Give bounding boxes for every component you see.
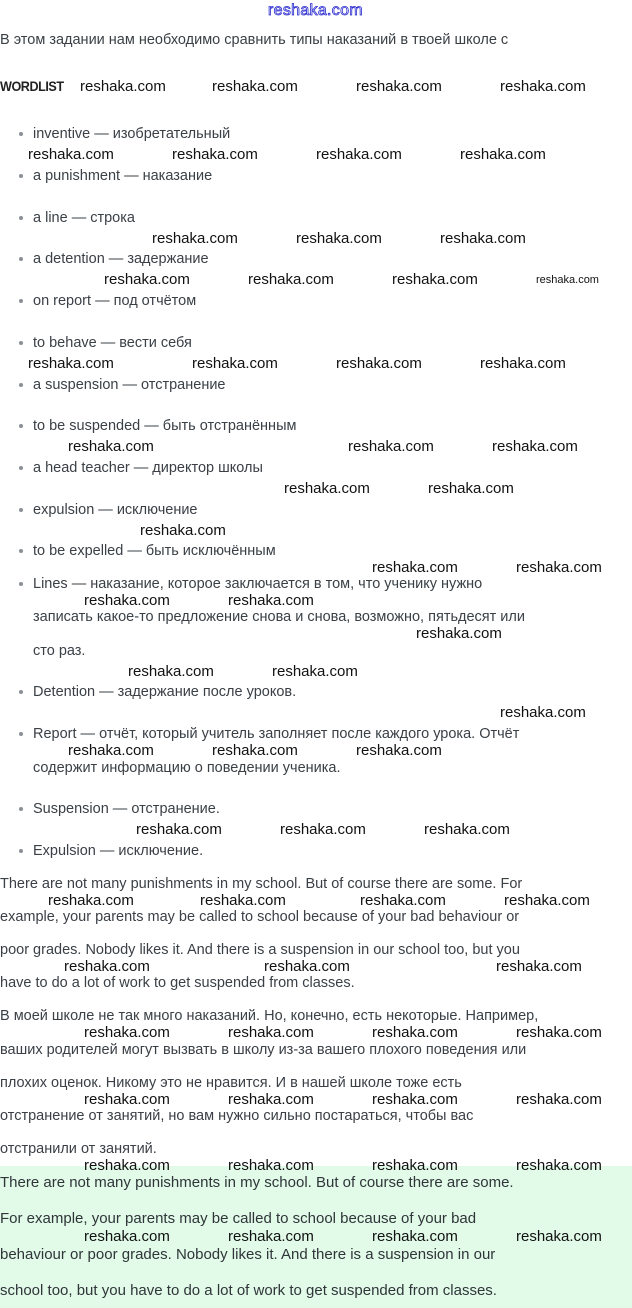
wordlist-item: a punishment — наказание xyxy=(33,168,213,184)
watermark: reshaka.com xyxy=(136,821,222,838)
definition-line: Expulsion — исключение. xyxy=(33,843,204,859)
watermark: reshaka.com xyxy=(152,229,238,247)
watermark: reshaka.com xyxy=(504,891,590,909)
definition-line: записать какое-то предложение снова и снова, возможно, пятьдесят или xyxy=(33,609,525,625)
watermark: reshaka.com xyxy=(84,1024,170,1041)
bullet-icon xyxy=(19,807,23,811)
definition-line: Detention — задержание после уроков. xyxy=(33,684,297,700)
watermark: reshaka.com xyxy=(536,274,599,286)
definition-line: Report — отчёт, который учитель заполняет после каждого урока. Отчёт xyxy=(33,726,520,742)
watermark: reshaka.com xyxy=(228,1090,314,1108)
paragraph-en-line: example, your parents may be called to school because of your bad behaviour or xyxy=(0,909,520,925)
watermark: reshaka.com xyxy=(228,1024,314,1041)
watermark: reshaka.com xyxy=(372,1228,458,1245)
watermark: reshaka.com xyxy=(280,821,366,838)
paragraph-ru-line: отстранили от занятий. xyxy=(0,1141,157,1157)
watermark: reshaka.com xyxy=(516,1024,602,1041)
watermark: reshaka.com xyxy=(480,355,566,372)
watermark: reshaka.com xyxy=(64,957,150,975)
definition-line: Lines — наказание, которое заключается в том, что ученику нужно xyxy=(33,576,483,592)
watermark: reshaka.com xyxy=(500,78,586,95)
watermark: reshaka.com xyxy=(228,1157,314,1174)
watermark: reshaka.com xyxy=(228,1228,314,1245)
paragraph-en-line: There are not many punishments in my school. But of course there are some. For xyxy=(0,876,523,892)
watermark: reshaka.com xyxy=(356,78,442,95)
watermark-logo: reshaka.com xyxy=(268,2,363,19)
watermark: reshaka.com xyxy=(212,742,298,759)
watermark: reshaka.com xyxy=(68,742,154,759)
bullet-icon xyxy=(19,508,23,512)
watermark: reshaka.com xyxy=(496,957,582,975)
bullet-icon xyxy=(19,732,23,736)
bullet-icon xyxy=(19,549,23,553)
watermark: reshaka.com xyxy=(140,521,226,539)
watermark: reshaka.com xyxy=(516,1228,602,1245)
paragraph-en-line: have to do a lot of work to get suspended from classes. xyxy=(0,975,355,991)
paragraph-ru-line: отстранение от занятий, но вам нужно сильно постараться, чтобы вас xyxy=(0,1108,474,1124)
watermark: reshaka.com xyxy=(356,742,442,759)
watermark: reshaka.com xyxy=(84,1090,170,1108)
watermark: reshaka.com xyxy=(424,821,510,838)
bullet-icon xyxy=(19,257,23,261)
watermark: reshaka.com xyxy=(28,355,114,372)
wordlist-heading: WORDLIST xyxy=(0,78,64,94)
bullet-icon xyxy=(19,424,23,428)
paragraph-ru-line: ваших родителей могут вызвать в школу из-за вашего плохого поведения или xyxy=(0,1042,527,1058)
bullet-icon xyxy=(19,174,23,178)
watermark: reshaka.com xyxy=(264,957,350,975)
watermark: reshaka.com xyxy=(296,229,382,247)
bullet-icon xyxy=(19,132,23,136)
watermark: reshaka.com xyxy=(316,146,402,163)
watermark: reshaka.com xyxy=(68,438,154,455)
watermark: reshaka.com xyxy=(192,355,278,372)
watermark: reshaka.com xyxy=(200,891,286,909)
watermark: reshaka.com xyxy=(28,146,114,163)
wordlist-item: a head teacher — директор школы xyxy=(33,460,263,476)
watermark: reshaka.com xyxy=(84,1228,170,1245)
answer-line: school too, but you have to do a lot of work to get suspended from classes. xyxy=(0,1282,497,1299)
watermark: reshaka.com xyxy=(372,558,458,576)
watermark: reshaka.com xyxy=(284,480,370,497)
watermark: reshaka.com xyxy=(248,271,334,288)
wordlist-item: a detention — задержание xyxy=(33,251,209,267)
answer-line: behaviour or poor grades. Nobody likes it. And there is a suspension in our xyxy=(0,1246,496,1263)
watermark: reshaka.com xyxy=(440,229,526,247)
watermark: reshaka.com xyxy=(84,1157,170,1174)
watermark: reshaka.com xyxy=(500,704,586,721)
watermark: reshaka.com xyxy=(516,1157,602,1174)
watermark: reshaka.com xyxy=(84,591,170,609)
watermark: reshaka.com xyxy=(272,662,358,680)
watermark: reshaka.com xyxy=(348,438,434,455)
wordlist-item: inventive — изобретательный xyxy=(33,126,231,142)
watermark: reshaka.com xyxy=(492,438,578,455)
watermark: reshaka.com xyxy=(372,1024,458,1041)
watermark: reshaka.com xyxy=(460,146,546,163)
watermark: reshaka.com xyxy=(48,891,134,909)
watermark: reshaka.com xyxy=(428,480,514,497)
wordlist-item: expulsion — исключение xyxy=(33,502,198,518)
wordlist-item: to be suspended — быть отстранённым xyxy=(33,418,297,434)
bullet-icon xyxy=(19,849,23,853)
watermark: reshaka.com xyxy=(172,146,258,163)
bullet-icon xyxy=(19,216,23,220)
wordlist-item: to be expelled — быть исключённым xyxy=(33,543,276,559)
watermark: reshaka.com xyxy=(516,1090,602,1108)
definition-line: сто раз. xyxy=(33,643,86,659)
bullet-icon xyxy=(19,341,23,345)
watermark: reshaka.com xyxy=(416,625,502,642)
bullet-icon xyxy=(19,690,23,694)
watermark: reshaka.com xyxy=(392,271,478,288)
watermark: reshaka.com xyxy=(104,271,190,288)
intro-text: В этом задании нам необходимо сравнить типы наказаний в твоей школе с xyxy=(0,32,509,48)
watermark: reshaka.com xyxy=(372,1157,458,1174)
watermark: reshaka.com xyxy=(372,1090,458,1108)
wordlist-item: a suspension — отстранение xyxy=(33,377,226,393)
wordlist-item: to behave — вести себя xyxy=(33,335,192,351)
wordlist-item: on report — под отчётом xyxy=(33,293,197,309)
paragraph-en-line: poor grades. Nobody likes it. And there is a suspension in our school too, but you xyxy=(0,942,520,958)
watermark: reshaka.com xyxy=(128,662,214,680)
answer-line: For example, your parents may be called to school because of your bad xyxy=(0,1210,477,1227)
bullet-icon xyxy=(19,582,23,586)
definition-line: содержит информацию о поведении ученика. xyxy=(33,760,341,776)
bullet-icon xyxy=(19,383,23,387)
answer-line: There are not many punishments in my school. But of course there are some. xyxy=(0,1174,514,1191)
watermark: reshaka.com xyxy=(360,891,446,909)
watermark: reshaka.com xyxy=(336,355,422,372)
watermark: reshaka.com xyxy=(516,558,602,576)
watermark: reshaka.com xyxy=(80,78,166,95)
bullet-icon xyxy=(19,299,23,303)
bullet-icon xyxy=(19,466,23,470)
watermark: reshaka.com xyxy=(228,591,314,609)
paragraph-ru-line: В моей школе не так много наказаний. Но, конечно, есть некоторые. Например, xyxy=(0,1008,539,1024)
wordlist-item: a line — строка xyxy=(33,210,135,226)
definition-line: Suspension — отстранение. xyxy=(33,801,220,817)
paragraph-ru-line: плохих оценок. Никому это не нравится. И в нашей школе тоже есть xyxy=(0,1075,462,1091)
watermark: reshaka.com xyxy=(212,78,298,95)
